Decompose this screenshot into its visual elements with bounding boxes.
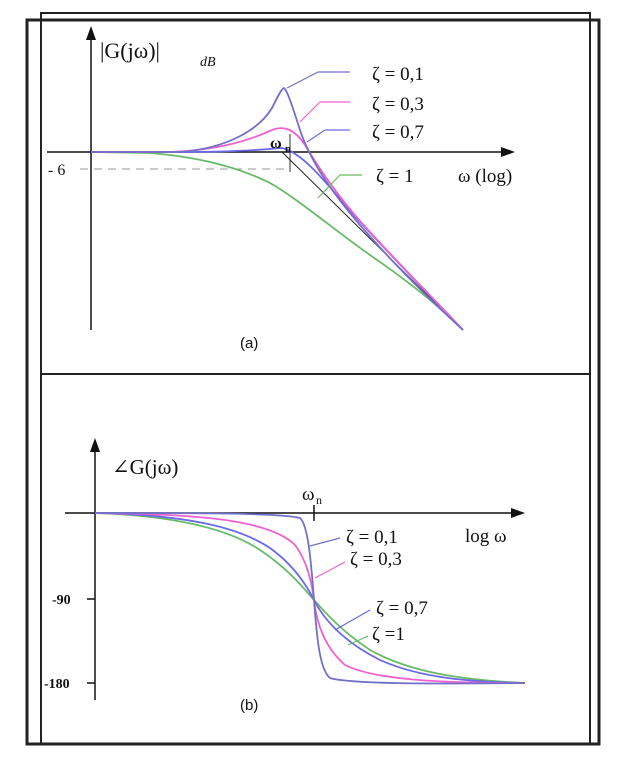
- magnitude-y-label: |G(jω)|: [100, 38, 160, 63]
- phase-curve-zeta-01: [95, 513, 525, 683]
- caption-a: (a): [240, 335, 259, 352]
- phase-omega-n-label-sub: n: [316, 493, 322, 507]
- magnitude-legend-zeta-01: ζ = 0,1: [372, 64, 424, 85]
- magnitude-leader-zeta-01: [287, 72, 318, 88]
- magnitude-legend-zeta-07: ζ = 0,7: [372, 122, 424, 143]
- minus6-tick-label: - 6: [48, 162, 66, 179]
- phase-y-arrow: [90, 438, 100, 452]
- magnitude-y-arrow: [86, 26, 96, 40]
- phase-legend-zeta-03: ζ = 0,3: [350, 549, 402, 570]
- phase-y-label: ∠G(jω): [112, 455, 179, 479]
- magnitude-legend-zeta-03: ζ = 0,3: [372, 94, 424, 115]
- phase-leader-zeta-03: [315, 562, 345, 578]
- magnitude-legend-zeta-1: ζ = 1: [376, 166, 414, 187]
- phase-x-label: log ω: [465, 526, 507, 547]
- phase-curve-zeta-07: [95, 513, 525, 683]
- omega-n-label: ω: [270, 135, 282, 152]
- magnitude-leader-zeta-07: [307, 130, 325, 142]
- phase-legend-zeta-01: ζ = 0,1: [346, 527, 398, 548]
- magnitude-x-label: ω (log): [458, 166, 513, 187]
- phase-plot: [44, 438, 525, 714]
- phase-leader-zeta-1: [348, 636, 368, 645]
- phase-omega-n-label: ω: [302, 484, 315, 505]
- caption-b: (b): [240, 697, 259, 714]
- inner-frame: [41, 13, 590, 744]
- magnitude-asymptote: [282, 152, 463, 330]
- magnitude-curve-zeta-03: [91, 128, 463, 330]
- phase-tick-label-minus90: -90: [52, 593, 71, 608]
- phase-tick-label-minus180: -180: [44, 677, 70, 692]
- magnitude-y-label-sub: dB: [200, 55, 216, 70]
- phase-x-arrow: [511, 508, 525, 518]
- phase-curve-zeta-1: [95, 513, 525, 683]
- omega-n-label-sub: n: [285, 143, 292, 155]
- magnitude-plot: [47, 26, 515, 352]
- phase-leader-zeta-01: [310, 538, 340, 546]
- phase-leader-zeta-07: [335, 610, 370, 630]
- outer-frame: [27, 20, 599, 744]
- phase-legend-zeta-1: ζ =1: [372, 624, 405, 645]
- phase-curve-zeta-03: [95, 513, 525, 683]
- magnitude-x-arrow: [501, 147, 515, 157]
- phase-legend-zeta-07: ζ = 0,7: [376, 598, 428, 619]
- magnitude-leader-zeta-03: [300, 102, 320, 122]
